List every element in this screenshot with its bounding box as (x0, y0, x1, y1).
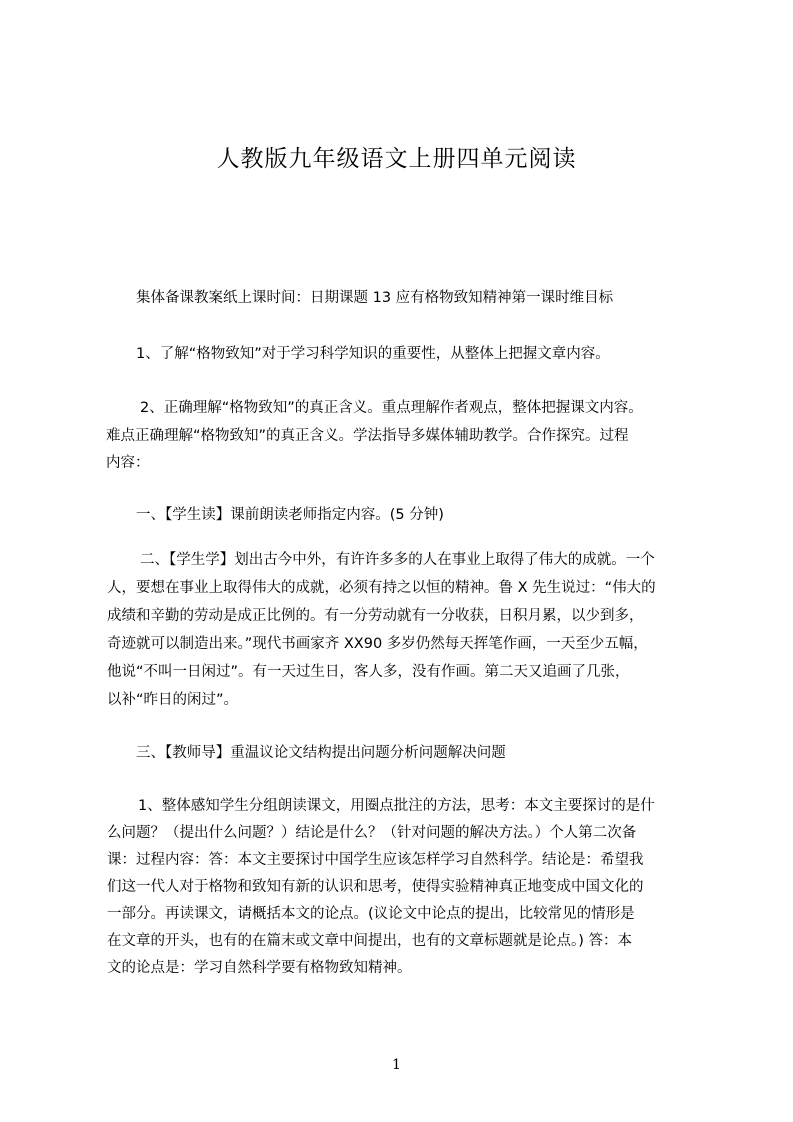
text-line: 二、【学生学】划出古今中外，有许许多多的人在事业上取得了伟大的成就。一个 (140, 552, 655, 568)
text-line: 们这一代人对于格物和致知有新的认识和思考，使得实验精神真正地变成中国文化的 (107, 879, 644, 895)
text-line: 文的论点是：学习自然科学要有格物致知精神。 (107, 960, 412, 976)
text-line: 内容： (106, 455, 150, 471)
document-title: 人教版九年级语文上册四单元阅读 (216, 146, 577, 172)
text-line: 人，要想在事业上取得伟大的成就，必须有持之以恒的精神。鲁 X 先生说过：“伟大的 (107, 580, 656, 596)
text-line: 一、【学生读】课前朗读老师指定内容。(5 分钟) (136, 507, 444, 523)
text-line: 一部分。再读课文，请概括本文的论点。(议论文中论点的提出，比较常见的情形是 (107, 906, 635, 922)
text-line: 以补“昨日的闲过”。 (107, 692, 239, 708)
text-line: 在文章的开头，也有的在篇末或文章中间提出，也有的文章标题就是论点。) 答：本 (107, 933, 633, 949)
text-line: 三、【教师导】重温议论文结构提出问题分析问题解决问题 (136, 745, 506, 761)
text-line: 奇迹就可以制造出来。”现代书画家齐 XX90 多岁仍然每天挥笔作画，一天至少五幅， (107, 636, 648, 652)
page-number: 1 (392, 1057, 401, 1073)
text-line: 1、整体感知学生分组朗读课文，用圈点批注的方法，思考：本文主要探讨的是什 (138, 798, 655, 814)
text-line: 成绩和辛勤的劳动是成正比例的。有一分劳动就有一分收获，日积月累，以少到多， (107, 608, 644, 624)
text-line: 课：过程内容：答：本文主要探讨中国学生应该怎样学习自然科学。结论是：希望我 (107, 852, 644, 868)
text-line: 他说“不叫一日闲过”。有一天过生日，客人多，没有作画。第二天又追画了几张， (107, 664, 630, 680)
text-line: 集体备课教案纸上课时间：日期课题 13 应有格物致知精神第一课时维目标 (136, 290, 614, 306)
text-line: 难点正确理解“格物致知”的真正含义。学法指导多媒体辅助教学。合作探究。过程 (106, 428, 629, 444)
text-line: 1、了解“格物致知”对于学习科学知识的重要性，从整体上把握文章内容。 (136, 346, 610, 362)
text-line: 2、正确理解“格物致知”的真正含义。重点理解作者观点，整体把握课文内容。 (140, 400, 643, 416)
text-line: 么问题？（提出什么问题？）结论是什么？（针对问题的解决方法。）个人第二次备 (107, 825, 637, 841)
